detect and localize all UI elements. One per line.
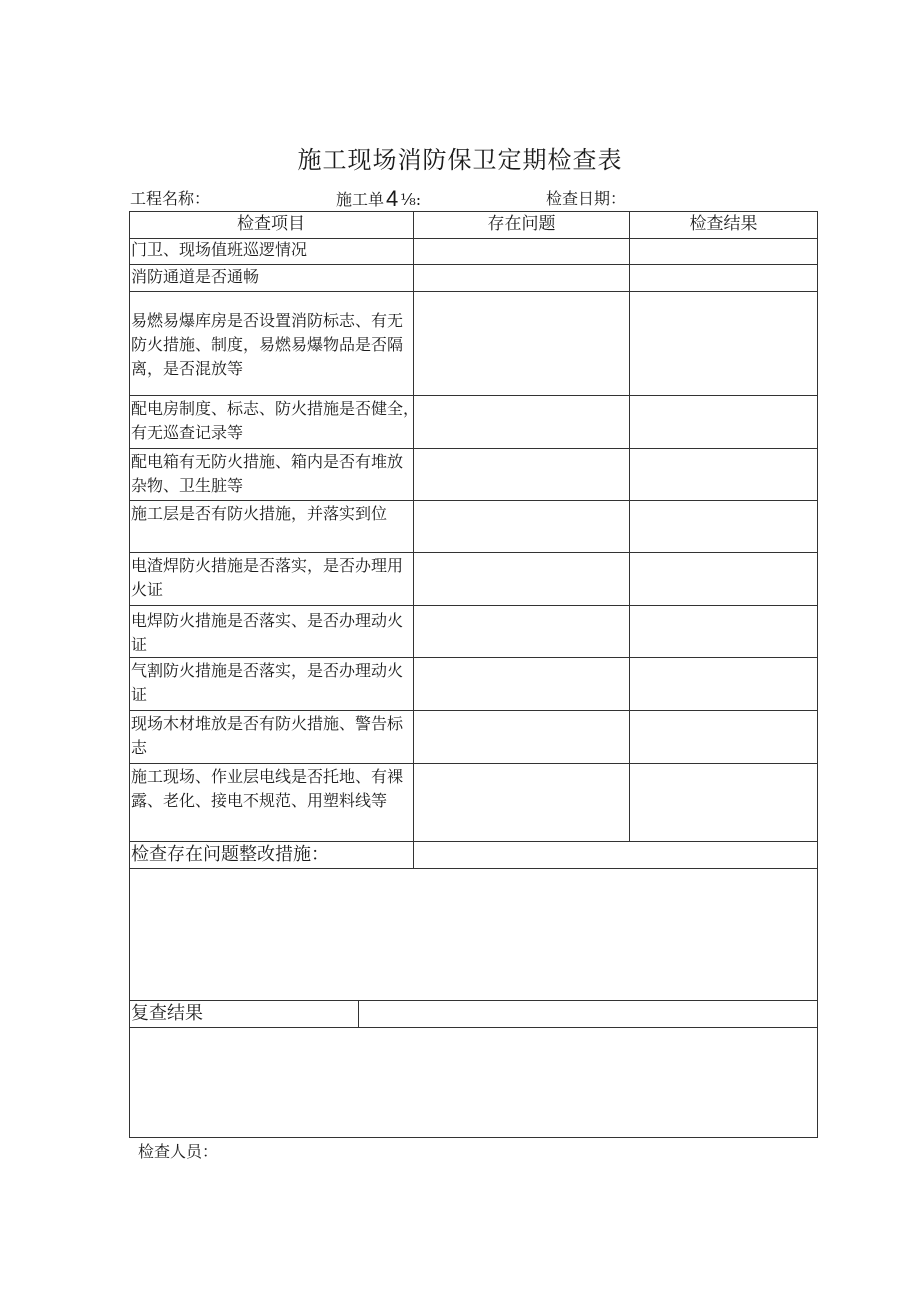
header-inspection-item: 检查项目 bbox=[237, 214, 305, 234]
unit-label-pre: 施工单 bbox=[336, 190, 385, 209]
item-line: 门卫、现场值班巡逻情况 bbox=[131, 240, 308, 259]
form-info-row bbox=[130, 186, 820, 210]
item-line: 露、老化、接电不规范、用塑料线等 bbox=[131, 791, 388, 810]
column-divider-1 bbox=[413, 211, 414, 868]
item-line: 火证 bbox=[131, 580, 164, 599]
item-electric-welding bbox=[131, 609, 403, 657]
page-title: 施工现场消防保卫定期检查表 bbox=[297, 146, 623, 174]
row-divider bbox=[129, 710, 818, 711]
row-divider bbox=[129, 763, 818, 764]
row-divider bbox=[129, 605, 818, 606]
item-line: 施工层是否有防火措施，并落实到位 bbox=[131, 504, 388, 523]
item-electroslag-welding bbox=[131, 554, 403, 602]
rectification-label: 检查存在问题整改措施： bbox=[131, 844, 329, 865]
item-line: 离，是否混放等 bbox=[131, 359, 244, 378]
inspection-date-label: 检查日期： bbox=[546, 189, 627, 208]
item-line: 易燃易爆库房是否设置消防标志、有无 bbox=[131, 311, 404, 330]
row-divider bbox=[129, 291, 818, 292]
item-line: 杂物、卫生脏等 bbox=[131, 476, 244, 495]
inspection-table bbox=[129, 211, 818, 1138]
table-border-bottom bbox=[129, 1137, 818, 1138]
recheck-divider bbox=[358, 1000, 359, 1028]
construction-unit-label bbox=[336, 186, 421, 212]
inspector-label: 检查人员： bbox=[138, 1142, 219, 1161]
item-fire-access bbox=[131, 265, 259, 289]
item-line: 防火措施、制度，易燃易爆物品是否隔 bbox=[131, 335, 404, 354]
item-line: 证 bbox=[131, 635, 148, 654]
item-site-wiring bbox=[131, 765, 403, 813]
project-name-label: 工程名称： bbox=[130, 189, 211, 208]
row-divider bbox=[129, 448, 818, 449]
header-inspection-result: 检查结果 bbox=[689, 214, 758, 234]
item-timber-storage bbox=[131, 712, 403, 760]
row-divider bbox=[129, 500, 818, 501]
unit-label-four: 4 bbox=[386, 186, 399, 211]
item-line: 施工现场、作业层电线是否托地、有裸 bbox=[131, 767, 404, 786]
item-line: 电焊防火措施是否落实、是否办理动火 bbox=[131, 611, 404, 630]
unit-label-post: ⅛: bbox=[400, 190, 422, 209]
item-line: 证 bbox=[131, 685, 148, 704]
table-border-left bbox=[129, 211, 130, 1138]
item-line: 气割防火措施是否落实，是否办理动火 bbox=[131, 661, 404, 680]
item-flammable-storage bbox=[131, 309, 403, 381]
item-distribution-box bbox=[131, 450, 403, 498]
item-line: 有无巡查记录等 bbox=[131, 423, 244, 442]
item-line: 消防通道是否通畅 bbox=[131, 267, 260, 286]
row-divider bbox=[129, 657, 818, 658]
item-line: 电渣焊防火措施是否落实，是否办理用 bbox=[131, 556, 404, 575]
item-gas-cutting bbox=[131, 659, 403, 707]
row-divider bbox=[129, 552, 818, 553]
row-divider bbox=[129, 395, 818, 396]
recheck-label: 复查结果 bbox=[131, 1003, 203, 1024]
table-border-right bbox=[817, 211, 818, 1138]
row-divider bbox=[129, 1027, 818, 1028]
header-existing-issues: 存在问题 bbox=[487, 214, 556, 234]
item-gate-patrol bbox=[131, 238, 307, 262]
item-construction-layer bbox=[131, 502, 387, 526]
item-power-room bbox=[131, 397, 419, 445]
item-line: 志 bbox=[131, 738, 148, 757]
column-divider-2 bbox=[629, 211, 630, 841]
item-line: 现场木材堆放是否有防火措施、警告标 bbox=[131, 714, 404, 733]
item-line: 配电箱有无防火措施、箱内是否有堆放 bbox=[131, 452, 404, 471]
row-divider bbox=[129, 868, 818, 869]
row-divider bbox=[129, 1000, 818, 1001]
item-line: 配电房制度、标志、防火措施是否健全， bbox=[131, 399, 420, 418]
